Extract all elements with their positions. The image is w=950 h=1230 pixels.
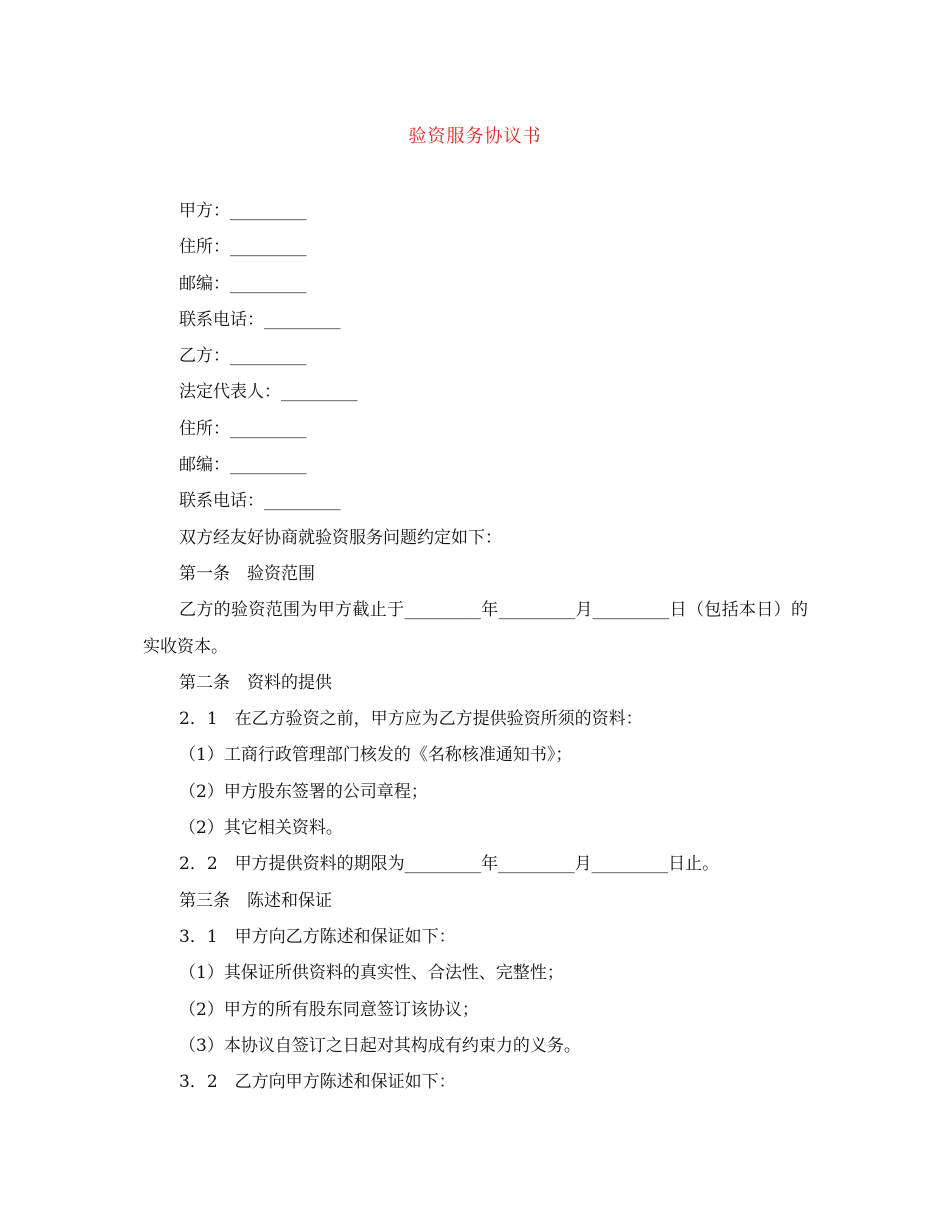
party-b-field: 乙方：_________ [179, 346, 307, 367]
article-1-heading: 第一条 验资范围 [179, 563, 315, 584]
document-title: 验资服务协议书 [408, 126, 542, 147]
clause-2-1-item-2: （2）甲方股东签署的公司章程； [179, 781, 428, 802]
clause-2-1-item-3: （2）其它相关资料。 [179, 818, 343, 839]
article-3-heading: 第三条 陈述和保证 [179, 890, 332, 911]
party-b-address-field: 住所：_________ [179, 418, 307, 439]
article-2-heading: 第二条 资料的提供 [179, 672, 332, 693]
clause-2-1-item-1: （1）工商行政管理部门核发的《名称核准通知书》； [179, 745, 573, 766]
party-a-postcode-field: 邮编：_________ [179, 273, 307, 294]
clause-3-1-item-2: （2）甲方的所有股东同意签订该协议； [179, 999, 479, 1020]
clause-3-1-item-3: （3）本协议自签订之日起对其构成有约束力的义务。 [179, 1035, 581, 1056]
clause-3-1-item-1: （1）其保证所供资料的真实性、合法性、完整性； [179, 963, 564, 984]
clause-3-2: 3．2 乙方向甲方陈述和保证如下： [179, 1072, 456, 1093]
party-b-phone-field: 联系电话：_________ [179, 491, 341, 512]
party-b-postcode-field: 邮编：_________ [179, 455, 307, 476]
article-1-text: 乙方的验资范围为甲方截止于_________年_________月_________日（包括本日）的实收资本。 [143, 600, 808, 657]
clause-3-1: 3．1 甲方向乙方陈述和保证如下： [179, 926, 456, 947]
clause-2-1: 2．1 在乙方验资之前，甲方应为乙方提供验资所须的资料： [179, 709, 643, 730]
clause-2-2: 2．2 甲方提供资料的期限为_________年_________月_________日止。 [179, 854, 720, 875]
agreement-intro: 双方经友好协商就验资服务问题约定如下： [179, 527, 502, 548]
document-body [143, 193, 808, 1100]
party-b-legal-rep-field: 法定代表人：_________ [179, 382, 358, 403]
party-a-field: 甲方：_________ [179, 201, 307, 221]
party-a-address-field: 住所：_________ [179, 237, 307, 258]
party-a-phone-field: 联系电话：_________ [179, 309, 341, 330]
